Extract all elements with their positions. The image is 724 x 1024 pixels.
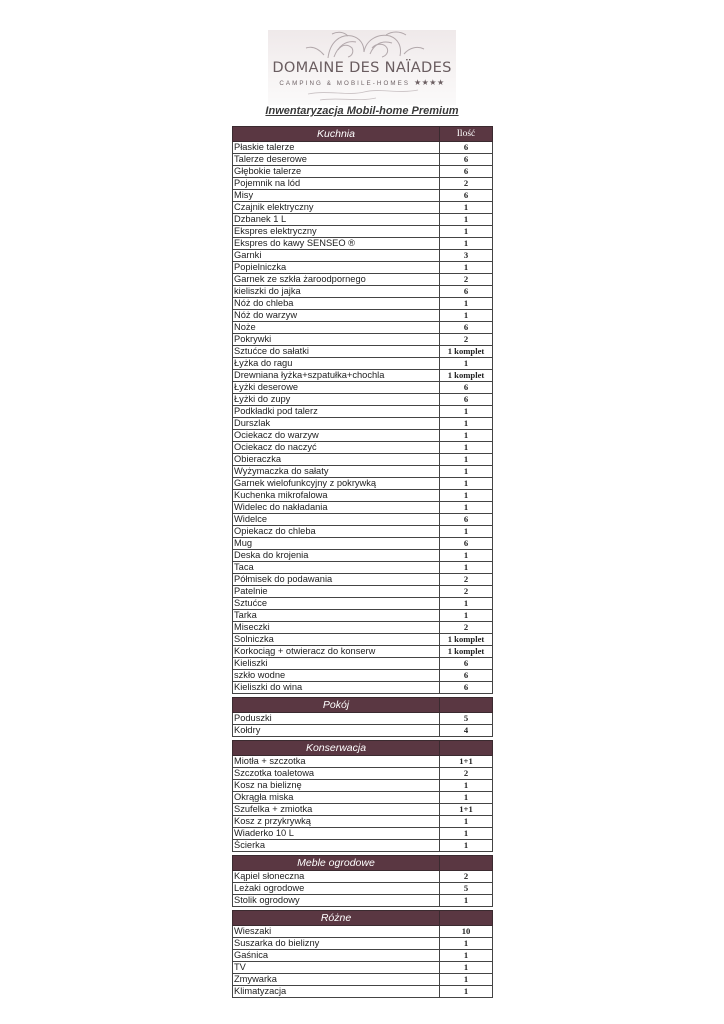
item-name: Tarka <box>233 610 440 622</box>
item-name: Widelec do nakładania <box>233 502 440 514</box>
table-row <box>233 974 493 986</box>
table-row <box>233 442 493 454</box>
item-quantity: 1 <box>440 226 493 238</box>
item-quantity: 6 <box>440 514 493 526</box>
item-quantity: 2 <box>440 586 493 598</box>
item-quantity: 6 <box>440 670 493 682</box>
item-quantity: 1 <box>440 430 493 442</box>
table-row <box>233 490 493 502</box>
item-quantity: 1 <box>440 454 493 466</box>
item-name: Deska do krojenia <box>233 550 440 562</box>
table-row <box>233 646 493 658</box>
table-row <box>233 238 493 250</box>
item-quantity: 6 <box>440 658 493 670</box>
section-header-row <box>233 698 493 713</box>
item-quantity: 2 <box>440 871 493 883</box>
item-name: Sztućce <box>233 598 440 610</box>
table-row <box>233 792 493 804</box>
item-quantity: 2 <box>440 334 493 346</box>
table-row <box>233 768 493 780</box>
item-name: TV <box>233 962 440 974</box>
item-quantity: 1 komplet <box>440 646 493 658</box>
item-quantity: 4 <box>440 725 493 737</box>
item-name: Kieliszki do wina <box>233 682 440 694</box>
item-quantity: 1 <box>440 610 493 622</box>
item-quantity: 1 <box>440 598 493 610</box>
item-name: Sztućce do sałatki <box>233 346 440 358</box>
table-row <box>233 454 493 466</box>
item-name: Patelnie <box>233 586 440 598</box>
item-name: Noże <box>233 322 440 334</box>
table-row <box>233 394 493 406</box>
table-row <box>233 658 493 670</box>
table-row <box>233 670 493 682</box>
item-name: Mug <box>233 538 440 550</box>
item-quantity: 1 komplet <box>440 346 493 358</box>
table-row <box>233 274 493 286</box>
table-row <box>233 514 493 526</box>
item-name: Ekspres elektryczny <box>233 226 440 238</box>
table-row <box>233 310 493 322</box>
logo-subtitle <box>268 78 456 87</box>
table-row <box>233 166 493 178</box>
item-name: Poduszki <box>233 713 440 725</box>
item-quantity: 1 <box>440 792 493 804</box>
item-name: Łyżki deserowe <box>233 382 440 394</box>
table-row <box>233 430 493 442</box>
item-name: Talerze deserowe <box>233 154 440 166</box>
quantity-header <box>440 698 493 713</box>
table-row <box>233 950 493 962</box>
table-row <box>233 178 493 190</box>
section-title: Meble ogrodowe <box>233 856 440 871</box>
item-quantity: 1 <box>440 310 493 322</box>
item-name: Opiekacz do chleba <box>233 526 440 538</box>
item-name: Ścierka <box>233 840 440 852</box>
table-row <box>233 926 493 938</box>
table-row <box>233 370 493 382</box>
item-quantity: 1+1 <box>440 756 493 768</box>
table-row <box>233 418 493 430</box>
item-name: Płaskie talerze <box>233 142 440 154</box>
item-quantity: 1+1 <box>440 804 493 816</box>
item-name: Kosz na bieliznę <box>233 780 440 792</box>
table-row <box>233 298 493 310</box>
item-quantity: 6 <box>440 394 493 406</box>
item-quantity: 1 <box>440 938 493 950</box>
item-quantity: 1 <box>440 406 493 418</box>
quantity-header <box>440 856 493 871</box>
table-row <box>233 214 493 226</box>
item-quantity: 2 <box>440 178 493 190</box>
item-name: kieliszki do jajka <box>233 286 440 298</box>
table-row <box>233 986 493 998</box>
item-quantity: 2 <box>440 768 493 780</box>
brand-logo <box>268 30 456 105</box>
item-quantity: 1 <box>440 828 493 840</box>
item-quantity: 1 <box>440 950 493 962</box>
logo-subtitle-text: CAMPING & MOBILE-HOMES <box>279 80 411 87</box>
item-quantity: 5 <box>440 713 493 725</box>
item-quantity: 1 <box>440 262 493 274</box>
item-quantity: 1 <box>440 490 493 502</box>
item-name: Wiaderko 10 L <box>233 828 440 840</box>
section-header-row <box>233 741 493 756</box>
quantity-header: Ilość <box>440 127 493 142</box>
item-name: Gaśnica <box>233 950 440 962</box>
item-name: Kieliszki <box>233 658 440 670</box>
item-quantity: 2 <box>440 574 493 586</box>
section-title: Konserwacja <box>233 741 440 756</box>
item-quantity: 6 <box>440 154 493 166</box>
table-row <box>233 756 493 768</box>
quantity-header <box>440 911 493 926</box>
item-name: Ekspres do kawy SENSEO ® <box>233 238 440 250</box>
item-quantity: 2 <box>440 274 493 286</box>
table-row <box>233 562 493 574</box>
item-quantity: 1 <box>440 974 493 986</box>
table-row <box>233 526 493 538</box>
item-name: Czajnik elektryczny <box>233 202 440 214</box>
table-row <box>233 804 493 816</box>
table-row <box>233 538 493 550</box>
item-name: Korkociąg + otwieracz do konserw <box>233 646 440 658</box>
table-row <box>233 250 493 262</box>
table-row <box>233 895 493 907</box>
item-quantity: 6 <box>440 142 493 154</box>
item-name: Kąpiel słoneczna <box>233 871 440 883</box>
item-name: Taca <box>233 562 440 574</box>
inventory-table <box>232 126 493 998</box>
item-quantity: 1 <box>440 358 493 370</box>
table-row <box>233 286 493 298</box>
item-quantity: 1 <box>440 478 493 490</box>
table-row <box>233 550 493 562</box>
table-row <box>233 713 493 725</box>
item-quantity: 1 <box>440 962 493 974</box>
item-quantity: 1 <box>440 466 493 478</box>
item-name: Nóż do chleba <box>233 298 440 310</box>
table-row <box>233 346 493 358</box>
table-row <box>233 840 493 852</box>
item-name: Łyżka do ragu <box>233 358 440 370</box>
table-row <box>233 502 493 514</box>
item-name: Miseczki <box>233 622 440 634</box>
logo-name: DOMAINE DES NAÏADES <box>272 59 452 76</box>
table-row <box>233 610 493 622</box>
item-quantity: 1 <box>440 214 493 226</box>
item-name: Garnki <box>233 250 440 262</box>
item-name: Stolik ogrodowy <box>233 895 440 907</box>
item-quantity: 1 <box>440 298 493 310</box>
item-name: Łyżki do zupy <box>233 394 440 406</box>
item-name: Miotła + szczotka <box>233 756 440 768</box>
item-quantity: 6 <box>440 322 493 334</box>
item-name: Kuchenka mikrofalowa <box>233 490 440 502</box>
item-name: Ociekacz do warzyw <box>233 430 440 442</box>
table-row <box>233 202 493 214</box>
rating-stars-icon: ★★★★ <box>413 78 445 87</box>
section-title: Różne <box>233 911 440 926</box>
item-name: Solniczka <box>233 634 440 646</box>
table-row <box>233 780 493 792</box>
item-name: Kołdry <box>233 725 440 737</box>
item-quantity: 1 <box>440 895 493 907</box>
item-quantity: 6 <box>440 166 493 178</box>
item-name: Wyżymaczka do sałaty <box>233 466 440 478</box>
item-quantity: 6 <box>440 382 493 394</box>
item-name: Zmywarka <box>233 974 440 986</box>
item-name: szkło wodne <box>233 670 440 682</box>
item-name: Pojemnik na lód <box>233 178 440 190</box>
item-quantity: 1 <box>440 780 493 792</box>
item-quantity: 1 <box>440 986 493 998</box>
item-name: Widelce <box>233 514 440 526</box>
item-name: Kosz z przykrywką <box>233 816 440 828</box>
item-quantity: 6 <box>440 286 493 298</box>
table-row <box>233 622 493 634</box>
table-row <box>233 190 493 202</box>
item-quantity: 10 <box>440 926 493 938</box>
section-header-row <box>233 856 493 871</box>
item-name: Dzbanek 1 L <box>233 214 440 226</box>
item-name: Durszlak <box>233 418 440 430</box>
table-row <box>233 816 493 828</box>
item-name: Drewniana łyżka+szpatułka+chochla <box>233 370 440 382</box>
item-name: Okrągła miska <box>233 792 440 804</box>
table-row <box>233 938 493 950</box>
table-row <box>233 725 493 737</box>
item-name: Półmisek do podawania <box>233 574 440 586</box>
item-name: Wieszaki <box>233 926 440 938</box>
inventory-table-body <box>233 127 493 998</box>
section-title: Kuchnia <box>233 127 440 142</box>
item-quantity: 1 <box>440 526 493 538</box>
item-name: Szufelka + zmiotka <box>233 804 440 816</box>
table-row <box>233 586 493 598</box>
item-name: Klimatyzacja <box>233 986 440 998</box>
item-quantity: 6 <box>440 190 493 202</box>
item-name: Garnek wielofunkcyjny z pokrywką <box>233 478 440 490</box>
item-name: Ociekacz do naczyć <box>233 442 440 454</box>
item-name: Pokrywki <box>233 334 440 346</box>
item-quantity: 1 <box>440 502 493 514</box>
table-row <box>233 871 493 883</box>
item-quantity: 2 <box>440 622 493 634</box>
table-row <box>233 962 493 974</box>
item-name: Głębokie talerze <box>233 166 440 178</box>
table-row <box>233 598 493 610</box>
item-quantity: 1 <box>440 550 493 562</box>
item-name: Obieraczka <box>233 454 440 466</box>
item-quantity: 6 <box>440 682 493 694</box>
table-row <box>233 478 493 490</box>
table-row <box>233 334 493 346</box>
item-name: Podkładki pod talerz <box>233 406 440 418</box>
item-name: Nóż do warzyw <box>233 310 440 322</box>
item-quantity: 1 komplet <box>440 634 493 646</box>
table-row <box>233 883 493 895</box>
section-title: Pokój <box>233 698 440 713</box>
item-name: Misy <box>233 190 440 202</box>
table-row <box>233 154 493 166</box>
item-quantity: 1 <box>440 840 493 852</box>
table-row <box>233 466 493 478</box>
table-row <box>233 634 493 646</box>
item-quantity: 1 <box>440 562 493 574</box>
item-quantity: 1 <box>440 442 493 454</box>
item-quantity: 5 <box>440 883 493 895</box>
section-header-row <box>233 911 493 926</box>
table-row <box>233 226 493 238</box>
table-row <box>233 382 493 394</box>
document-title: Inwentaryzacja Mobil-home Premium <box>265 105 459 117</box>
table-row <box>233 322 493 334</box>
item-quantity: 1 komplet <box>440 370 493 382</box>
item-name: Garnek ze szkła żaroodpornego <box>233 274 440 286</box>
section-header-row <box>233 127 493 142</box>
item-name: Popielniczka <box>233 262 440 274</box>
table-row <box>233 574 493 586</box>
item-quantity: 1 <box>440 816 493 828</box>
item-quantity: 1 <box>440 238 493 250</box>
table-row <box>233 262 493 274</box>
item-quantity: 3 <box>440 250 493 262</box>
item-quantity: 1 <box>440 418 493 430</box>
item-name: Szczotka toaletowa <box>233 768 440 780</box>
table-row <box>233 406 493 418</box>
quantity-header <box>440 741 493 756</box>
table-row <box>233 682 493 694</box>
item-quantity: 6 <box>440 538 493 550</box>
table-row <box>233 358 493 370</box>
table-row <box>233 142 493 154</box>
item-quantity: 1 <box>440 202 493 214</box>
item-name: Leżaki ogrodowe <box>233 883 440 895</box>
table-row <box>233 828 493 840</box>
item-name: Suszarka do bielizny <box>233 938 440 950</box>
